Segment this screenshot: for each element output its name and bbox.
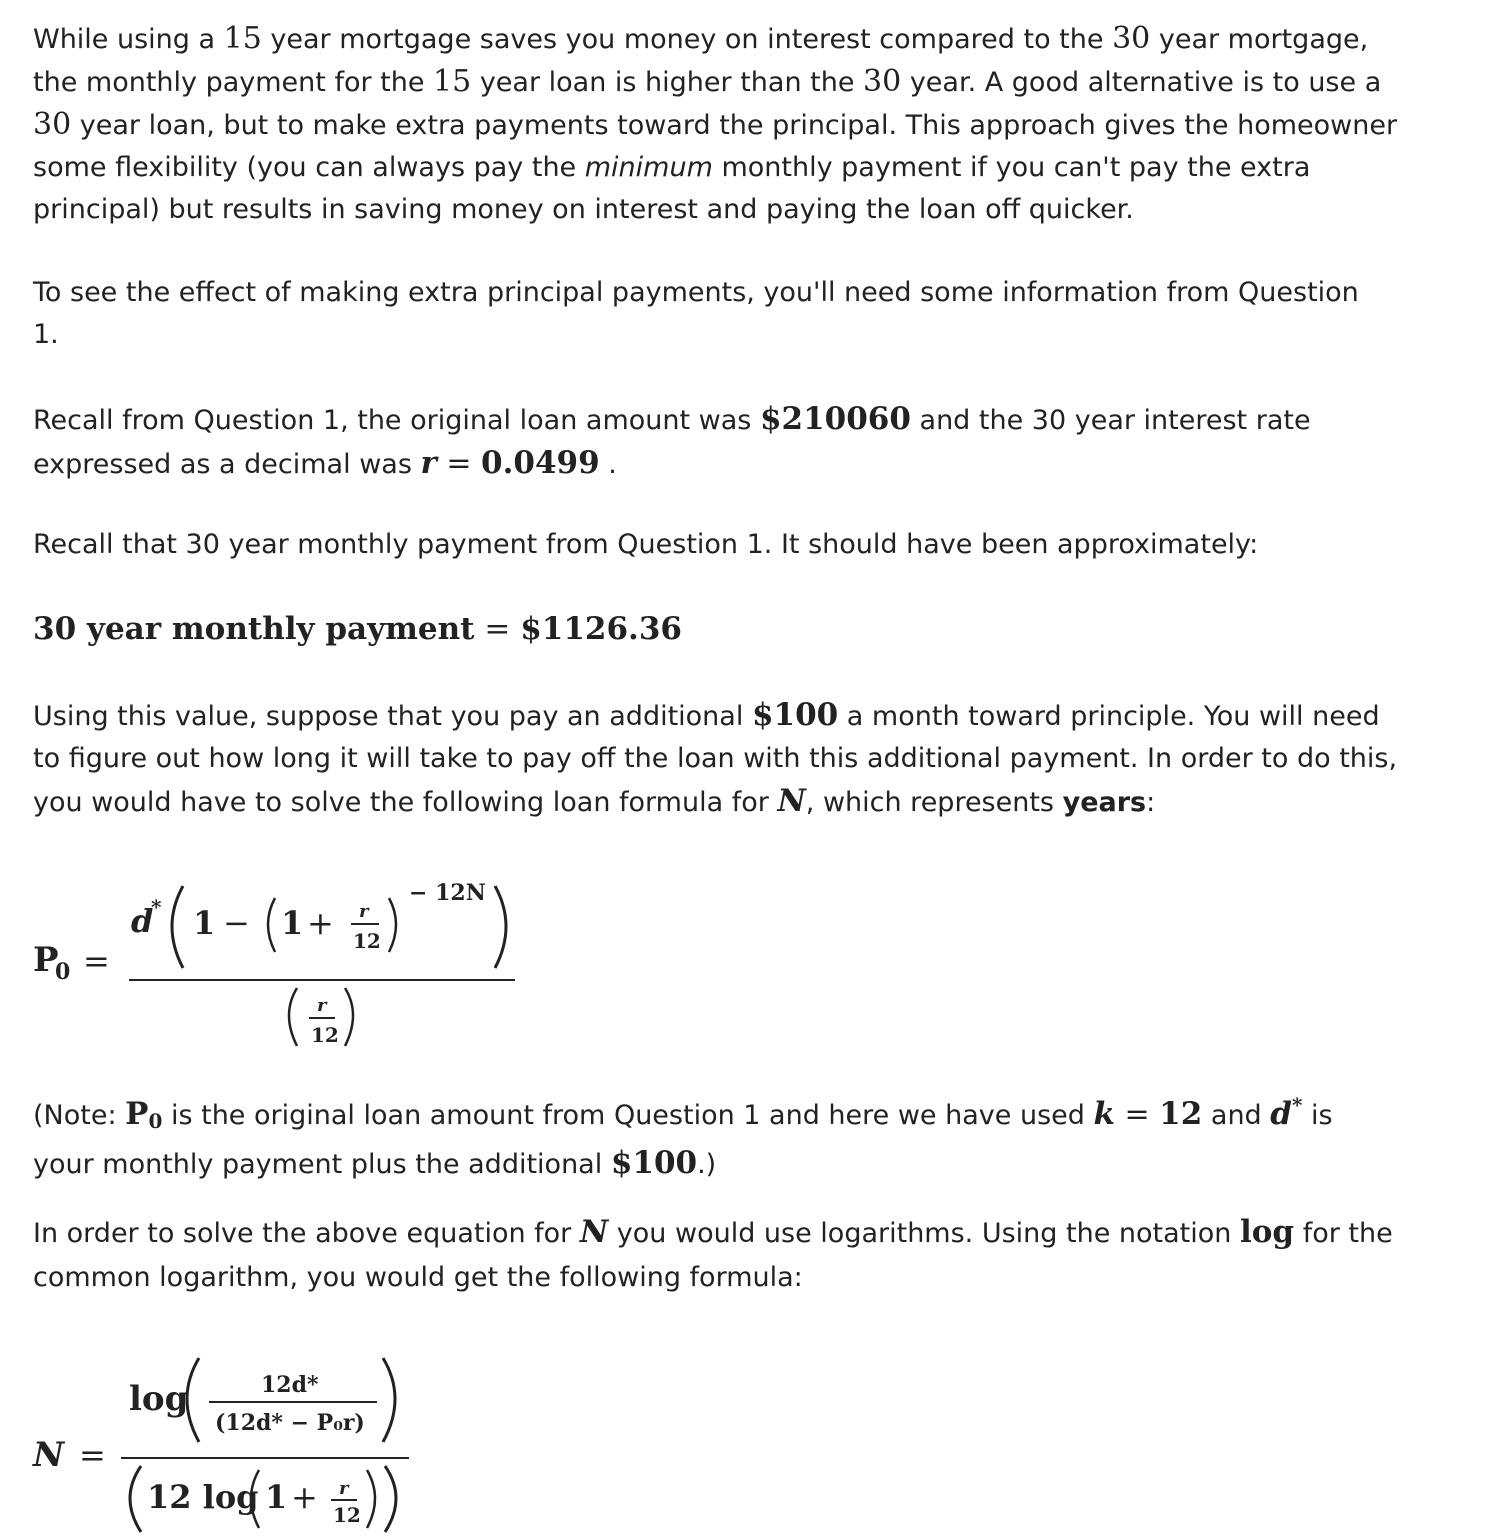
formula2-den-inner-right-paren bbox=[367, 1470, 375, 1528]
formula-one: 1 bbox=[193, 904, 216, 942]
note-p0: P bbox=[125, 1096, 149, 1132]
extra-payment-paragraph: Using this value, suppose that you pay an additional $100 a month toward principle. You will need to figure out how long it will take to pay off the loan with this additional payment. In order to do this, you would have to solve the following loan formula for N, which represents years: bbox=[33, 697, 1398, 819]
formula2-12log: 12 log bbox=[147, 1478, 259, 1516]
formula2-plus: + bbox=[291, 1478, 318, 1516]
formula2-r-num: r bbox=[339, 1478, 349, 1499]
log-N: N bbox=[579, 1214, 609, 1250]
monthly-payment-equation: 30 year monthly payment = $1126.36 bbox=[33, 611, 682, 647]
note-extra: $100 bbox=[610, 1145, 698, 1181]
intro-paragraph: While using a 15 year mortgage saves you money on interest compared to the 30 year mortgage, the monthly payment for the 15 year loan is higher than the 30 year. A good alternative is to use a 30 year loan, but to make extra payments toward the principal. This approach gives the homeowner some flexibility (you can always pay the minimum monthly payment if you can't pay the extra principal) but results in saving money on interest and paying the loan off quicker. bbox=[33, 21, 1398, 225]
logarithm-paragraph: In order to solve the above equation for N you would use logarithms. Using the notation log for the common logarithm, you would get the following formula: bbox=[33, 1214, 1393, 1293]
formula2-den-right-paren bbox=[385, 1466, 396, 1532]
payment-label: 30 year monthly payment bbox=[33, 611, 475, 647]
formula2-log-top: log bbox=[129, 1379, 189, 1419]
formula-den-r: r bbox=[317, 995, 327, 1016]
formula-lhs-sub: 0 bbox=[55, 959, 71, 985]
formula2-equals: = bbox=[79, 1436, 106, 1474]
math-30: 30 bbox=[33, 107, 72, 142]
note-d: d bbox=[1270, 1096, 1292, 1132]
formula-inner-right-paren bbox=[389, 898, 396, 952]
formula2-12-den: 12 bbox=[333, 1503, 361, 1527]
loan-formula bbox=[33, 860, 553, 1050]
formula2-den: (12d* − P₀r) bbox=[215, 1410, 365, 1436]
log-formula bbox=[33, 1334, 453, 1534]
emphasis-minimum: minimum bbox=[584, 152, 713, 183]
math-15: 15 bbox=[223, 21, 262, 56]
formula-d-star: * bbox=[151, 895, 162, 919]
formula-minus: − bbox=[223, 904, 250, 942]
formula2-num-right-paren bbox=[383, 1358, 395, 1442]
math-15: 15 bbox=[433, 64, 472, 99]
formula-exponent: − 12N bbox=[409, 880, 486, 906]
formula2-lhs-n: N bbox=[33, 1435, 65, 1475]
note-k: k bbox=[1093, 1096, 1115, 1132]
log-notation: log bbox=[1239, 1214, 1295, 1250]
interest-rate: 0.0499 bbox=[481, 445, 600, 481]
extra-amount: $100 bbox=[751, 697, 839, 733]
formula-d: d bbox=[131, 902, 154, 940]
formula-lhs-p: P bbox=[33, 940, 59, 980]
years-variable: N bbox=[777, 783, 806, 819]
info-paragraph: To see the effect of making extra principal payments, you'll need some information from Question 1. bbox=[33, 277, 1359, 350]
formula-plus: + bbox=[307, 904, 334, 942]
math-30: 30 bbox=[1112, 21, 1151, 56]
formula-one-inner: 1 bbox=[281, 904, 304, 942]
note-12: 12 bbox=[1159, 1096, 1203, 1132]
recall-loan-paragraph: Recall from Question 1, the original loan amount was $210060 and the 30 year interest rate expressed as a decimal was r = 0.0499 . bbox=[33, 401, 1311, 481]
math-30: 30 bbox=[863, 64, 902, 99]
recall-payment-paragraph: Recall that 30 year monthly payment from Question 1. It should have been approximately: bbox=[33, 529, 1259, 560]
formula-den-right-paren bbox=[345, 988, 353, 1046]
formula2-num: 12d* bbox=[261, 1372, 319, 1398]
formula-den-left-paren bbox=[289, 988, 297, 1046]
formula-r-num: r bbox=[359, 901, 369, 922]
formula-big-left-paren bbox=[172, 886, 183, 968]
loan-amount: $210060 bbox=[759, 401, 911, 437]
formula-den-12: 12 bbox=[311, 1023, 339, 1047]
note-paragraph: (Note: $P_0$ is the original loan amount from Question 1 and here we have used k = 12 and d* is your monthly payment plus the additional $100.) bbox=[33, 1093, 1333, 1181]
formula-equals: = bbox=[83, 942, 110, 980]
formula2-den-left-paren bbox=[130, 1466, 141, 1532]
rate-variable: r bbox=[420, 445, 437, 481]
formula-big-right-paren bbox=[495, 886, 506, 968]
formula2-one: 1 bbox=[265, 1478, 288, 1516]
emphasis-years: years bbox=[1062, 787, 1147, 818]
formula2-num-left-paren bbox=[187, 1358, 199, 1442]
formula-12-den: 12 bbox=[353, 929, 381, 953]
formula-inner-left-paren bbox=[268, 898, 275, 952]
payment-value: $1126.36 bbox=[520, 611, 682, 647]
